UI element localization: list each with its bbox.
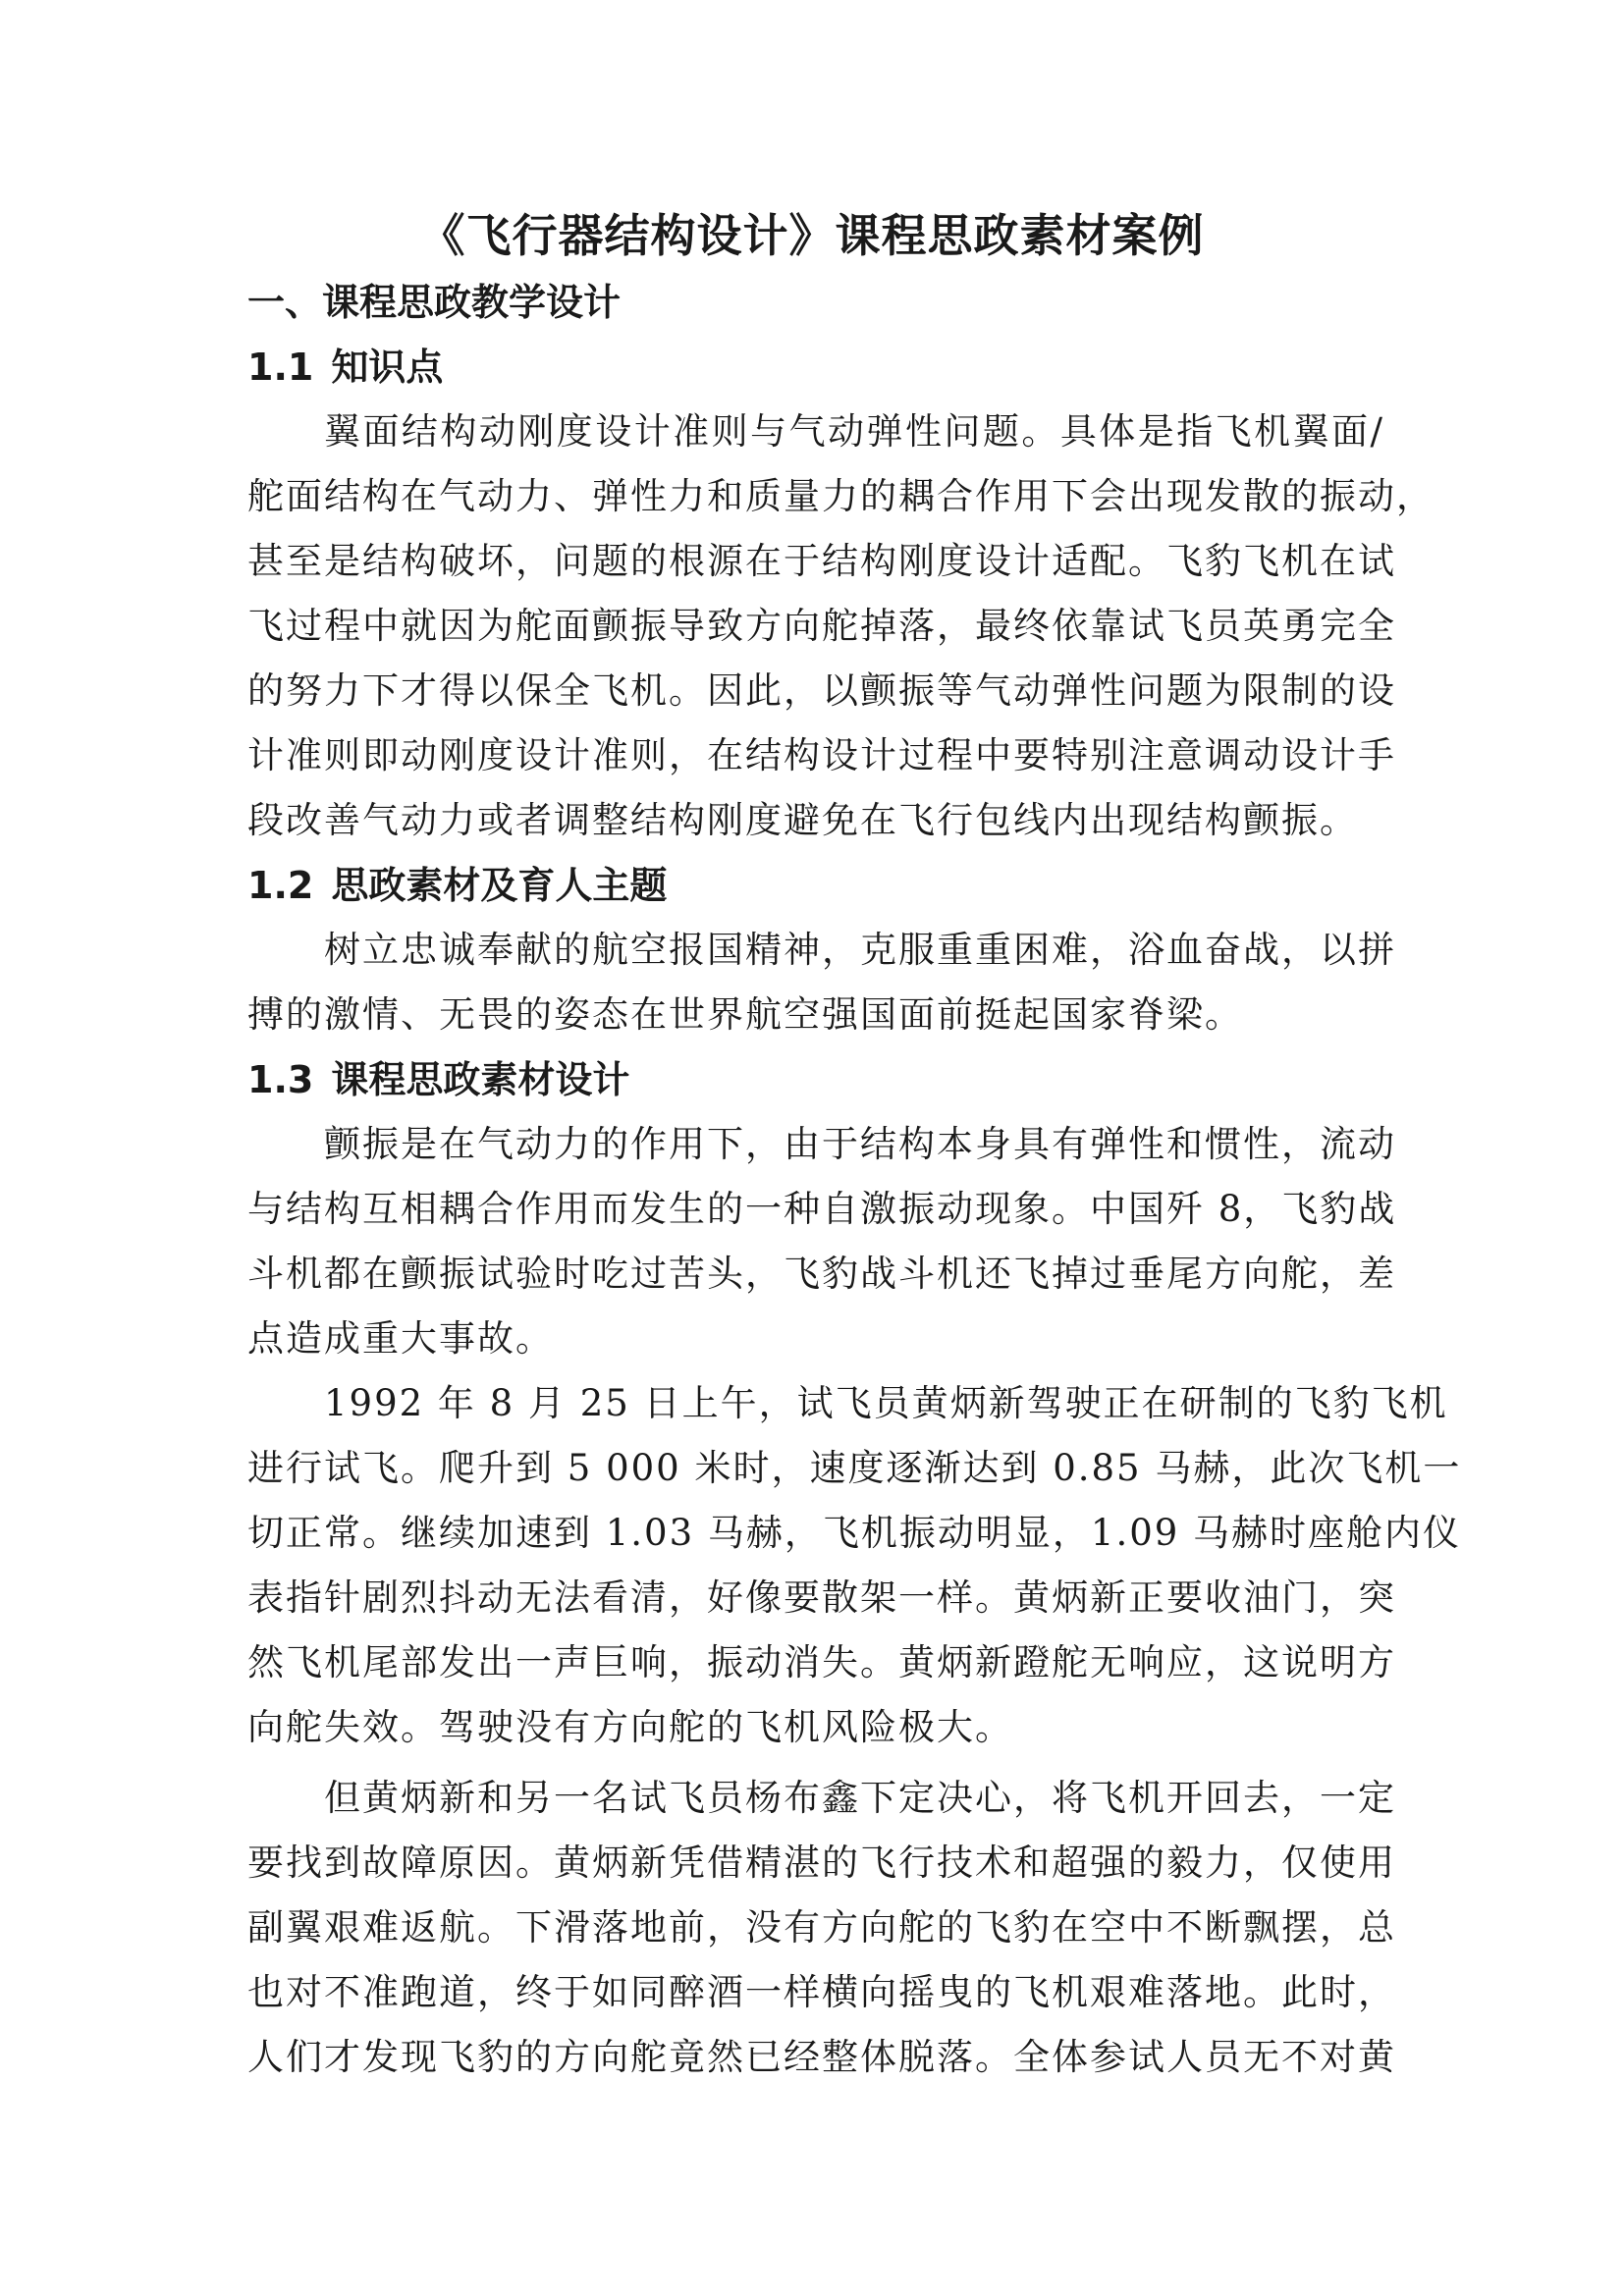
paragraph-line: 翼面结构动刚度设计准则与气动弹性问题。具体是指飞机翼面/ [324,410,1384,453]
subsection-number: 1.1 [247,346,314,389]
paragraph-line: 的努力下才得以保全飞机。因此，以颤振等气动弹性问题为限制的设 [247,669,1396,712]
paragraph-line: 1992 年 8 月 25 日上午，试飞员黄炳新驾驶正在研制的飞豹飞机 [324,1382,1448,1424]
subsection-title: 思政素材及育人主题 [331,864,668,907]
paragraph-line: 计准则即动刚度设计准则，在结构设计过程中要特别注意调动设计手 [247,734,1396,776]
document-title: 《飞行器结构设计》课程思政素材案例 [419,209,1205,262]
paragraph-line: 然飞机尾部发出一声巨响，振动消失。黄炳新蹬舵无响应，这说明方 [247,1641,1396,1683]
subsection-title: 课程思政素材设计 [331,1058,630,1101]
paragraph-line: 飞过程中就因为舵面颤振导致方向舵掉落，最终依靠试飞员英勇完全 [247,605,1396,647]
paragraph-line: 但黄炳新和另一名试飞员杨布鑫下定决心，将飞机开回去，一定 [324,1777,1396,1819]
paragraph-line: 与结构互相耦合作用而发生的一种自激振动现象。中国歼 8，飞豹战 [247,1188,1397,1230]
paragraph-line: 点造成重大事故。 [247,1317,554,1360]
paragraph-line: 副翼艰难返航。下滑落地前，没有方向舵的飞豹在空中不断飘摆，总 [247,1906,1396,1949]
subsection-title: 知识点 [331,346,444,389]
paragraph-line: 搏的激情、无畏的姿态在世界航空强国面前挺起国家脊梁。 [247,993,1243,1036]
paragraph-line: 甚至是结构破坏，问题的根源在于结构刚度设计适配。飞豹飞机在试 [247,540,1396,582]
paragraph-line: 进行试飞。爬升到 5 000 米时，速度逐渐达到 0.85 马赫，此次飞机一 [247,1447,1462,1489]
paragraph-line: 切正常。继续加速到 1.03 马赫，飞机振动明显，1.09 马赫时座舱内仪 [247,1512,1462,1554]
subsection-number: 1.2 [247,864,314,907]
section-heading-1: 一、课程思政教学设计 [247,281,622,324]
paragraph-line: 舵面结构在气动力、弹性力和质量力的耦合作用下会出现发散的振动， [247,475,1435,517]
subsection-heading-1-2 [247,860,667,911]
subsection-heading-1-1 [247,342,443,393]
paragraph-line: 表指针剧烈抖动无法看清，好像要散架一样。黄炳新正要收油门，突 [247,1576,1396,1619]
paragraph-line: 段改善气动力或者调整结构刚度避免在飞行包线内出现结构颤振。 [247,799,1358,841]
paragraph-line: 也对不准跑道，终于如同醉酒一样横向摇曳的飞机艰难落地。此时， [247,1971,1396,2013]
paragraph-line: 人们才发现飞豹的方向舵竟然已经整体脱落。全体参试人员无不对黄 [247,2036,1396,2078]
paragraph-line: 斗机都在颤振试验时吃过苦头，飞豹战斗机还飞掉过垂尾方向舵，差 [247,1253,1396,1295]
subsection-number: 1.3 [247,1058,314,1101]
subsection-heading-1-3 [247,1054,629,1105]
paragraph-line: 要找到故障原因。黄炳新凭借精湛的飞行技术和超强的毅力，仅使用 [247,1842,1396,1884]
paragraph-line: 树立忠诚奉献的航空报国精神，克服重重困难，浴血奋战，以拼 [324,929,1396,971]
paragraph-line: 颤振是在气动力的作用下，由于结构本身具有弹性和惯性，流动 [324,1123,1396,1165]
paragraph-line: 向舵失效。驾驶没有方向舵的飞机风险极大。 [247,1706,1013,1748]
